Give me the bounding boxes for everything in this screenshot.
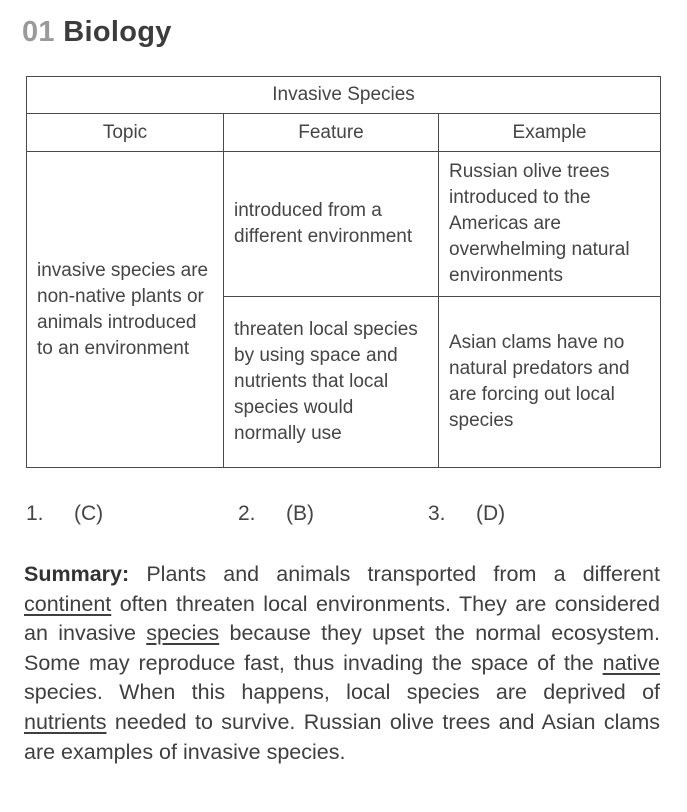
answer-item [238, 502, 314, 526]
answer-choice: (B) [286, 502, 314, 525]
answer-item [428, 502, 505, 526]
table-title: Invasive Species [27, 77, 661, 114]
summary-text: often threaten local environments. They are considered an invasive [24, 591, 660, 646]
summary-paragraph [24, 560, 660, 767]
section-number: 01 [22, 16, 55, 48]
answer-item [26, 502, 103, 526]
summary-text: Plants and animals transported from a different [146, 562, 660, 586]
example-cell: Russian olive trees introduced to the Americas are overwhelming natural environments [439, 152, 661, 297]
feature-cell: introduced from a different environment [224, 152, 439, 297]
answer-number: 2. [238, 502, 256, 525]
example-cell: Asian clams have no natural predators and are forcing out local species [439, 297, 661, 468]
underlined-term: species [146, 621, 220, 646]
summary-label: Summary: [24, 562, 130, 586]
summary-text: needed to survive. Russian olive trees and Asian clams are examples of invasive species. [24, 709, 660, 764]
underlined-term: native [602, 650, 660, 675]
summary-text: because they upset the normal ecosystem. Some may reproduce fast, thus invading the space of the [24, 621, 660, 675]
topic-cell: invasive species are non-native plants or animals introduced to an environment [27, 152, 224, 468]
feature-cell: threaten local species by using space and nutrients that local species would normally use [224, 297, 439, 468]
answer-choice: (D) [476, 502, 506, 525]
answer-number: 3. [428, 502, 446, 525]
summary-text: species. When this happens, local species are deprived of [24, 680, 660, 705]
underlined-term: continent [24, 591, 112, 616]
table-row [27, 152, 661, 297]
underlined-term: nutrients [24, 709, 107, 734]
column-header-topic: Topic [27, 114, 224, 152]
graphic-organizer-table [26, 76, 661, 468]
section-subject: Biology [63, 16, 172, 48]
answer-choice: (C) [74, 502, 104, 525]
answer-number: 1. [26, 502, 44, 525]
column-header-feature: Feature [224, 114, 439, 152]
section-heading [22, 16, 172, 49]
column-header-example: Example [439, 114, 661, 152]
